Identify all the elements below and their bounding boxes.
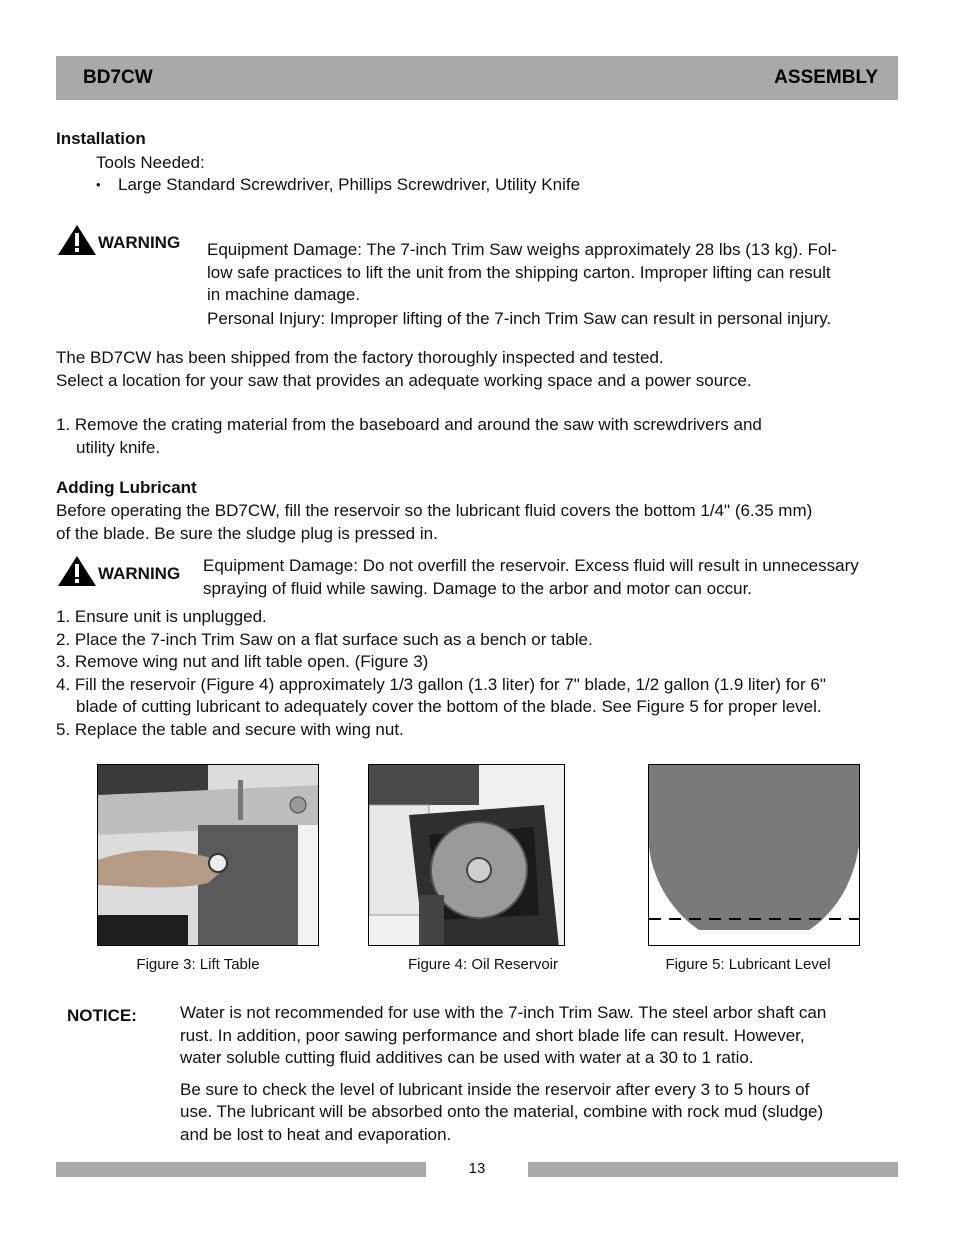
tools-item-text: Large Standard Screwdriver, Phillips Screwdriver, Utility Knife — [118, 175, 581, 194]
lubricant-paragraph — [56, 500, 812, 545]
tools-list-item — [96, 174, 580, 197]
warning1-line: Equipment Damage: The 7-inch Trim Saw weighs approximately 28 lbs (13 kg). Fol- — [207, 240, 837, 259]
step-item: 5. Replace the table and secure with wing nut. — [56, 719, 404, 739]
warning-text: WARNING — [98, 563, 181, 583]
figure-4-caption: Figure 4: Oil Reservoir — [407, 956, 559, 973]
notice-line: rust. In addition, poor sawing performance and short blade life can result. However, — [180, 1025, 805, 1045]
install-step — [56, 414, 762, 459]
figure-5-photo — [648, 764, 860, 946]
warning-label-1 — [57, 224, 180, 256]
step-item: 1. Ensure unit is unplugged. — [56, 607, 267, 626]
notice-line: water soluble cutting fluid additives can be used with water at a 30 to 1 ratio. — [180, 1048, 754, 1067]
tools-needed-label: Tools Needed: — [96, 153, 205, 172]
lubricant-heading: Adding Lubricant — [56, 478, 197, 497]
warning1-line: low safe practices to lift the unit from the shipping carton. Improper lifting can result — [207, 262, 831, 282]
warning1-line: in machine damage. — [207, 285, 361, 304]
footer-bar-right — [528, 1162, 898, 1177]
lubricant-level-illustration — [649, 765, 860, 946]
install-step-line: utility knife. — [76, 437, 161, 457]
warning-label-2 — [57, 555, 180, 587]
install-step-line: 1. Remove the crating material from the baseboard and around the saw with screwdrivers and — [56, 415, 762, 434]
section-title: ASSEMBLY — [774, 66, 878, 88]
lubricant-line: of the blade. Be sure the sludge plug is pressed in. — [56, 523, 438, 543]
page-number: 13 — [468, 1160, 486, 1177]
step-item: 2. Place the 7-inch Trim Saw on a flat surface such as a bench or table. — [56, 629, 593, 649]
figure-5-caption: Figure 5: Lubricant Level — [665, 956, 831, 973]
model-name: BD7CW — [83, 66, 153, 88]
figure-3-photo — [97, 764, 319, 946]
figure-4-photo — [368, 764, 565, 946]
notice-line: use. The lubricant will be absorbed onto the material, combine with rock mud (sludge) — [180, 1102, 824, 1121]
warning-triangle-icon — [57, 555, 97, 587]
lubricant-line: Before operating the BD7CW, fill the reservoir so the lubricant fluid covers the bottom 1/4" (6.35 mm) — [56, 501, 813, 520]
warning-text: WARNING — [98, 232, 181, 252]
lubricant-steps — [56, 606, 826, 741]
intro-line: The BD7CW has been shipped from the factory thoroughly inspected and tested. — [56, 348, 664, 367]
notice-line: Be sure to check the level of lubricant inside the reservoir after every 3 to 5 hours of — [180, 1079, 810, 1099]
step-item: 4. Fill the reservoir (Figure 4) approximately 1/3 gallon (1.3 liter) for 7" blade, 1/2 gallon (1.9 liter) for 6" — [56, 674, 826, 694]
page-header-bar — [56, 56, 898, 100]
oil-reservoir-illustration — [369, 765, 565, 946]
notice-line: Water is not recommended for use with the 7-inch Trim Saw. The steel arbor shaft can — [180, 1003, 827, 1022]
notice-body — [180, 1002, 900, 1146]
installation-heading: Installation — [56, 129, 146, 148]
intro-line: Select a location for your saw that provides an adequate working space and a power source. — [56, 370, 752, 390]
warning-body-1 — [207, 239, 907, 330]
figure-3-caption: Figure 3: Lift Table — [136, 956, 260, 973]
intro-paragraph — [56, 347, 752, 392]
step-item: 3. Remove wing nut and lift table open. (Figure 3) — [56, 652, 429, 671]
lift-table-illustration — [98, 765, 319, 946]
warning1-line: Personal Injury: Improper lifting of the 7-inch Trim Saw can result in personal injury. — [207, 308, 832, 328]
step-item: blade of cutting lubricant to adequately cover the bottom of the blade. See Figure 5 for proper level. — [76, 697, 822, 716]
bullet: • — [96, 177, 101, 192]
notice-label: NOTICE: — [67, 1006, 137, 1025]
warning-body-2 — [203, 555, 933, 600]
warning2-line: Equipment Damage: Do not overfill the reservoir. Excess fluid will result in unnecessary — [203, 556, 859, 575]
warning-triangle-icon — [57, 224, 97, 256]
warning2-line: spraying of fluid while sawing. Damage to the arbor and motor can occur. — [203, 578, 753, 598]
footer-bar-left — [56, 1162, 426, 1177]
notice-line: and be lost to heat and evaporation. — [180, 1124, 452, 1144]
